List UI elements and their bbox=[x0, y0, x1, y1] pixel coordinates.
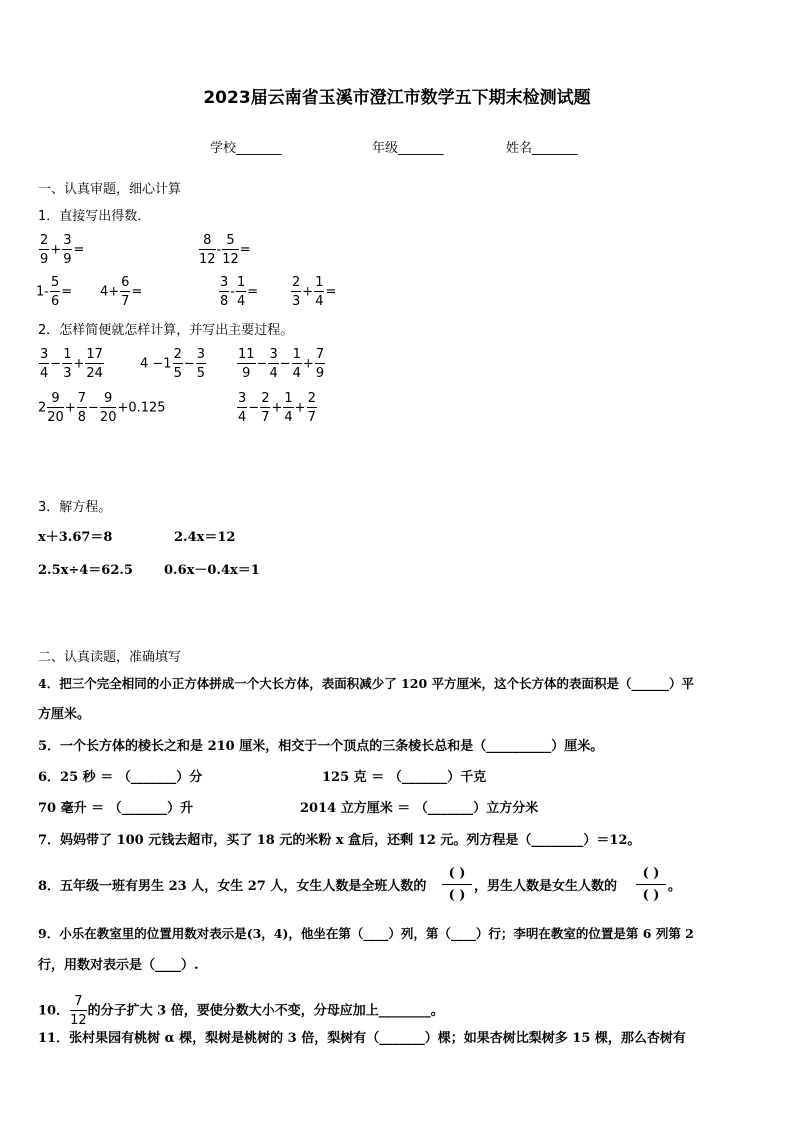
q3-equation-d: 0.6x－0.4x＝1 bbox=[164, 563, 260, 578]
q9-line1: 9．小乐在教室里的位置用数对表示是(3，4)，他坐在第（____）列，第（____）行；李明在教室的位置是第 6 列第 2 bbox=[38, 926, 694, 941]
q1-item-f: $\frac{2}{3}$ + $\frac{1}{4}$ = bbox=[292, 275, 337, 309]
q8-blank-fraction-2: ( ) ( ) bbox=[634, 867, 668, 903]
q4-line2: 方厘米。 bbox=[38, 707, 91, 722]
q1-item-b: $\frac{8}{12}$ - $\frac{5}{12}$ = bbox=[199, 233, 251, 267]
q2-item-e: $\frac{3}{4}$ − $\frac{2}{7}$ + $\frac{1}{4}$ + $\frac{2}{7}$ bbox=[238, 391, 316, 425]
q6-c: 70 毫升 ＝ （_______）升 bbox=[38, 801, 194, 816]
q5: 5．一个长方体的棱长之和是 210 厘米，相交于一个顶点的三条棱长总和是（__________）厘米。 bbox=[38, 739, 604, 754]
grade-field: 年级_______ bbox=[372, 141, 444, 156]
q2-item-c: $\frac{11}{9}$ − $\frac{3}{4}$ − $\frac{1}{4}$ + $\frac{7}{9}$ bbox=[238, 347, 325, 381]
section2-heading: 二、认真读题，准确填写 bbox=[38, 650, 182, 665]
q1-item-a: $\frac{2}{9}$ + $\frac{3}{9}$ = bbox=[40, 233, 85, 267]
q3-equation-a: x＋3.67＝8 bbox=[38, 530, 113, 545]
q1-item-e: $\frac{3}{8}$ - $\frac{1}{4}$ = bbox=[220, 275, 259, 309]
q2-item-a: $\frac{3}{4}$ − $\frac{1}{3}$ + $\frac{17}{24}$ bbox=[40, 347, 103, 381]
q1-label: 1．直接写出得数． bbox=[38, 209, 151, 224]
q7: 7．妈妈带了 100 元钱去超市，买了 18 元的米粉 x 盒后，还剩 12 元。列方程是（________）＝12。 bbox=[38, 833, 641, 848]
school-field: 学校_______ bbox=[210, 141, 282, 156]
q1-item-d: 4+ $\frac{6}{7}$ = bbox=[100, 275, 143, 309]
q4-line1: 4．把三个完全相同的小正方体拼成一个大长方体，表面积减少了 120 平方厘米，这个长方体的表面积是（______）平 bbox=[38, 676, 694, 691]
q2-label: 2．怎样简便就怎样计算，并写出主要过程。 bbox=[38, 323, 294, 338]
q2-item-d: 2 $\frac{9}{20}$ + $\frac{7}{8}$ − $\frac{9}{20}$ +0.125 bbox=[38, 391, 166, 425]
q6-d: 2014 立方厘米 ＝ （_______）立方分米 bbox=[300, 801, 539, 816]
page-title: 2023届云南省玉溪市澄江市数学五下期末检测试题 bbox=[203, 88, 591, 108]
q11: 11．张村果园有桃树 α 棵，梨树是桃树的 3 倍，梨树有（_______）棵；如果杏树比梨树多 15 棵，那么杏树有 bbox=[38, 1031, 686, 1046]
q6-b: 125 克 ＝ （_______）千克 bbox=[322, 770, 487, 785]
q8-part-b: ，男生人数是女生人数的 bbox=[474, 879, 618, 894]
q8-part-c: 。 bbox=[668, 879, 682, 894]
q6-a: 6．25 秒 ＝ （_______）分 bbox=[38, 770, 203, 785]
q1-item-c: 1- $\frac{5}{6}$ = bbox=[36, 275, 73, 309]
q9-line2: 行，用数对表示是（____）. bbox=[38, 958, 199, 973]
q2-item-b: 4 −1 $\frac{2}{5}$ − $\frac{3}{5}$ bbox=[140, 347, 206, 381]
q8-part-a: 8．五年级一班有男生 23 人，女生 27 人，女生人数是全班人数的 bbox=[38, 879, 427, 894]
q10: 10． $\frac{7}{12}$ 的分子扩大 3 倍，要使分数大小不变，分母应加上________。 bbox=[38, 994, 444, 1028]
q8-blank-fraction-1: ( ) ( ) bbox=[440, 867, 474, 903]
q3-equation-c: 2.5x÷4＝62.5 bbox=[38, 563, 133, 578]
section1-heading: 一、认真审题，细心计算 bbox=[38, 182, 182, 197]
q3-equation-b: 2.4x＝12 bbox=[174, 530, 236, 545]
q3-label: 3．解方程。 bbox=[38, 500, 112, 515]
name-field: 姓名_______ bbox=[506, 141, 578, 156]
